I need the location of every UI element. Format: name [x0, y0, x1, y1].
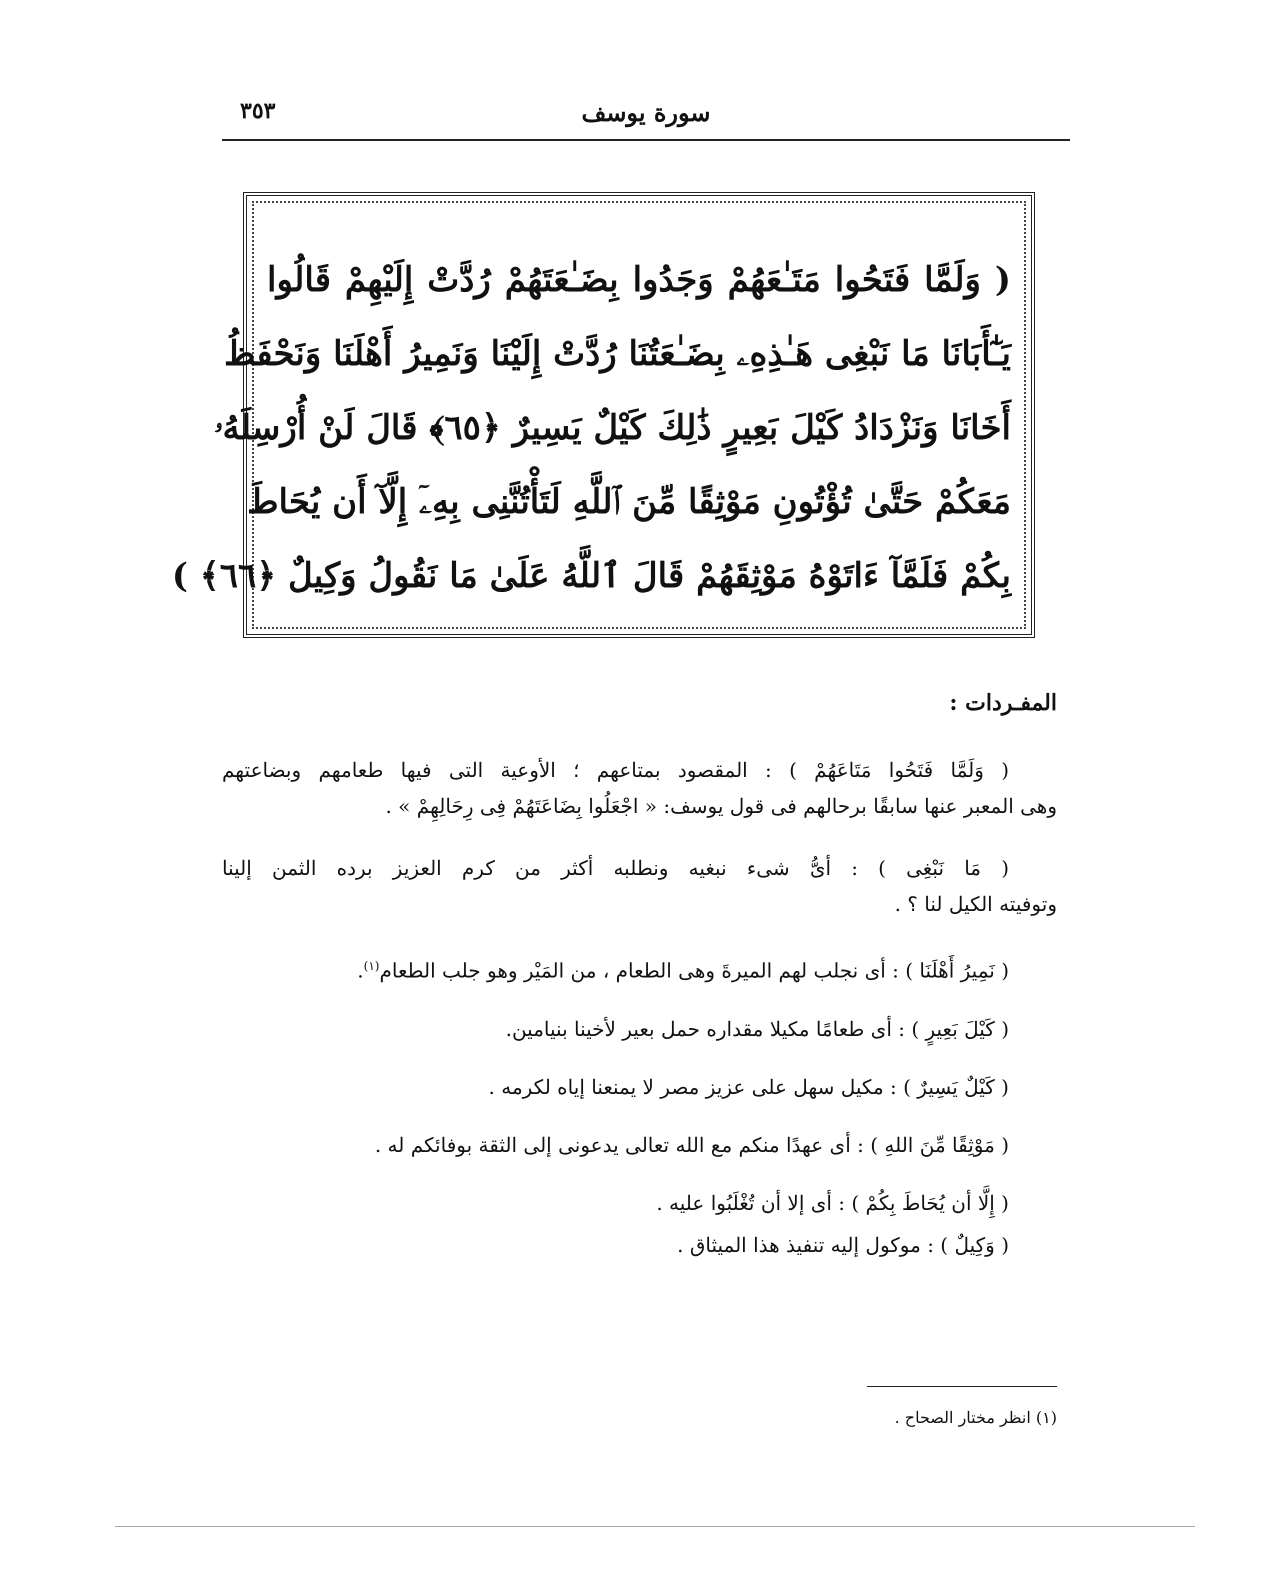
- vocabulary-entry: [222, 948, 1057, 989]
- verse-lines: [171, 250, 1011, 620]
- verse-line: يَـٰٓأَبَانَا مَا نَبْغِى هَـٰذِهِۦ بِضَـٰعَتُنَا رُدَّتْ إِلَيْنَا وَنَمِيرُ أَهْلَنَا وَنَحْفَظُ: [223, 334, 1011, 374]
- footnote-reference: (١): [363, 959, 380, 973]
- verse-line: مَعَكُمْ حَتَّىٰ تُؤْتُونِ مَوْثِقًا مِّنَ ٱللَّهِ لَتَأْتُنَّنِى بِهِۦٓ إِلَّآ أَن يُحَاطَ: [247, 482, 1011, 522]
- vocabulary-entry: ( كَيْلٌ يَسِيرٌ ) : مكيل سهل على عزيز مصر لا يمنعنا إياه لكرمه .: [488, 1074, 1009, 1099]
- vocabulary-entry: ( وَكِيلٌ ) : موكول إليه تنفيذ هذا الميثاق .: [677, 1232, 1009, 1257]
- vocabulary-entry-end: .: [357, 958, 364, 983]
- footnote: (١) انظر مختار الصحاح .: [894, 1408, 1057, 1427]
- vocabulary-entry: ( إِلَّا أن يُحَاطَ بِكُمْ ) : أى إلا أن تُغْلَبُوا عليه .: [656, 1190, 1009, 1215]
- verse-line: أَخَانَا وَنَزْدَادُ كَيْلَ بَعِيرٍ ذَٰلِكَ كَيْلٌ يَسِيرٌ ﴿٦٥﴾ قَالَ لَنْ أُرْسِلَهُۥ: [213, 408, 1011, 448]
- page-bottom-edge: [115, 1526, 1195, 1527]
- vocabulary-entry: ( وَلَمَّا فَتَحُوا مَتَاعَهُمْ ) : المقصود بمتاعهم ؛ الأوعية التى فيها طعامهم وبضاعتهم: [222, 758, 1009, 782]
- footnote-divider: [867, 1386, 1057, 1387]
- verse-line: بِكُمْ فَلَمَّآ ءَاتَوْهُ مَوْثِقَهُمْ قَالَ ٱللَّهُ عَلَىٰ مَا نَقُولُ وَكِيلٌ ﴿٦٦﴾ ): [171, 556, 1011, 596]
- surah-title: سورة يوسف: [581, 98, 711, 127]
- page-header: [222, 98, 1070, 138]
- quran-verse-frame: [171, 192, 1035, 638]
- verse-line: ( وَلَمَّا فَتَحُوا مَتَـٰعَهُمْ وَجَدُوا بِضَـٰعَتَهُمْ رُدَّتْ إِلَيْهِمْ قَالُوا: [267, 260, 1011, 300]
- vocabulary-entry: ( مَوْثِقًا مِّنَ اللهِ ) : أى عهدًا منكم مع الله تعالى يدعونى إلى الثقة بوفائكم له .: [374, 1132, 1009, 1157]
- vocabulary-entry: ( كَيْلَ بَعِيرٍ ) : أى طعامًا مكيلا مقداره حمل بعير لأخينا بنيامين.: [505, 1016, 1009, 1041]
- vocabulary-heading: المفـردات :: [949, 690, 1057, 716]
- vocabulary-entry: ( مَا نَبْغِى ) : أىُّ شىء نبغيه ونطلبه أكثر من كرم العزيز برده الثمن إلينا: [222, 856, 1009, 880]
- vocabulary-entry-text: ( نَمِيرُ أَهْلَنَا ) : أى نجلب لهم الميرةَ وهى الطعام ، من المَيْر وهو جلب الطعام: [379, 958, 1009, 983]
- page-number: ٣٥٣: [240, 98, 276, 124]
- vocabulary-entry-continuation: وتوفيته الكيل لنا ؟ .: [894, 892, 1057, 916]
- vocabulary-entry-continuation: وهى المعبر عنها سابقًا برحالهم فى قول يوسف: « اجْعَلُوا بِضَاعَتَهُمْ فِى رِحَالِهِمْ » .: [385, 794, 1057, 818]
- vocabulary-list: [222, 752, 1057, 1263]
- header-divider: [222, 139, 1070, 141]
